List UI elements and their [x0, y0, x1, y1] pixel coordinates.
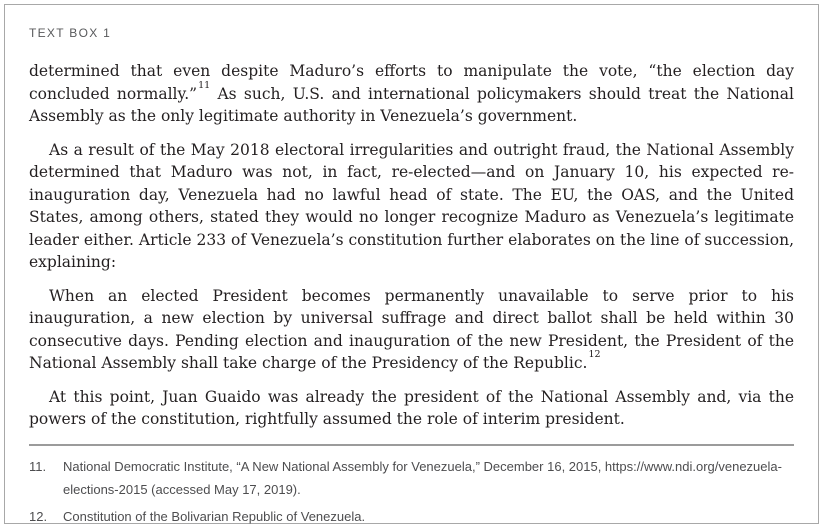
footnote-divider: [29, 444, 794, 446]
footnote-text: Constitution of the Bolivarian Republic of Venezuela.: [63, 508, 366, 524]
paragraph: When an elected President becomes permanently unavailable to serve prior to his inauguration, a new election by universal suffrage and direct ballot shall be held within 30 consecutive days. Pending election and inauguration of the new President, the President of the National Assembly shall take charge of the Presidency of the Republic.$^{12}$: [29, 286, 794, 372]
textbox-label: TEXT BOX 1: [29, 26, 112, 40]
footnote-item: [29, 455, 794, 502]
footnote-reference: 11: [198, 79, 211, 91]
paragraph: As a result of the May 2018 electoral irregularities and outright fraud, the National Assembly determined that Maduro was not, in fact, re-elected—and on January 10, his expected re-inauguration day, Venezuela had no lawful head of state. The EU, the OAS, and the United States, among others, stated they would no longer recognize Maduro as Venezuela’s legitimate leader either. Article 233 of Venezuela’s constitution further elaborates on the line of succession, explaining:: [29, 140, 794, 271]
footnote-number: 11.: [29, 458, 47, 474]
paragraph: At this point, Juan Guaido was already the president of the National Assembly and, via the powers of the constitution, rightfully assumed the role of interim president.: [29, 387, 794, 428]
footnote-text: National Democratic Institute, “A New National Assembly for Venezuela,” December 16, 2015, https://www.ndi.org/venezuela-elections-2015 (accessed May 17, 2019).: [63, 458, 782, 497]
footnote-item: [29, 505, 794, 528]
footnote-reference: 12: [588, 349, 601, 361]
text-box-1: [4, 4, 819, 524]
footnotes: [29, 455, 794, 528]
paragraph: determined that even despite Maduro’s efforts to manipulate the vote, “the election day concluded normally.”$^{11}$ As such, U.S. and international policymakers should treat the National Assembly as the only legitimate authority in Venezuela’s government.: [29, 62, 794, 125]
textbox-body: [29, 60, 794, 431]
footnote-number: 12.: [29, 508, 48, 524]
